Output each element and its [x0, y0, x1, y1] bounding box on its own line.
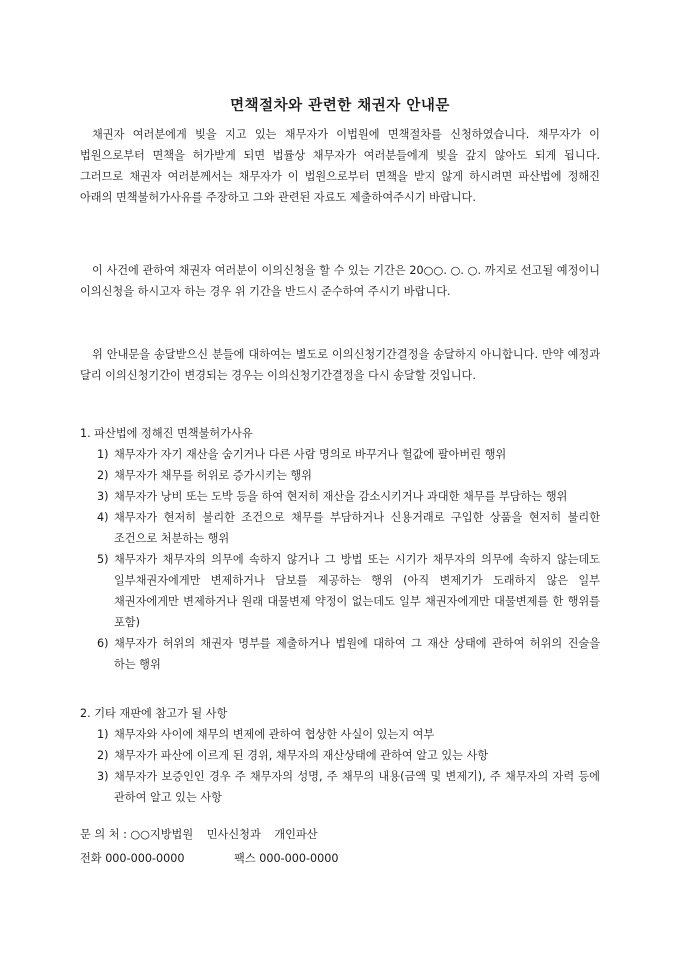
phone-label: 전화: [80, 852, 102, 865]
contact-block: [80, 823, 600, 871]
contact-label: 문 의 처 :: [80, 828, 127, 841]
item-text: 채무자가 채무를 허위로 증가시키는 행위: [114, 469, 312, 482]
department-name: 민사신청과: [206, 828, 261, 841]
item-text: 채무자가 보증인인 경우 주 채무자의 성명, 주 채무의 내용(금액 및 변제기), 주 채무자의 자력 등에 관하여 알고 있는 사항: [114, 770, 600, 804]
list-item: [80, 486, 600, 507]
list-item: [80, 724, 600, 745]
delivery-notice-text: 위 안내문을 송달받으신 분들에 대하여는 별도로 이의신청기간결정을 송달하지 아니합니다. 만약 예정과 달리 이의신청기간이 변경되는 경우는 이의신청기간결정을 다시 송달할 것입니다.: [80, 348, 600, 382]
list-item: [80, 633, 600, 675]
item-text: 채무자가 낭비 또는 도박 등을 하여 현저히 재산을 감소시키거나 과대한 채무를 부담하는 행위: [114, 490, 568, 503]
item-number: 4): [97, 511, 109, 524]
item-number: 3): [97, 770, 109, 783]
list-item: [80, 766, 600, 808]
list-item: [80, 465, 600, 486]
item-number: 5): [97, 553, 109, 566]
item-number: 1): [97, 728, 109, 741]
item-text: 채무자가 자기 재산을 숨기거나 다른 사람 명의로 바꾸거나 헐값에 팔아버린 행위: [114, 448, 507, 461]
item-number: 1): [97, 448, 109, 461]
item-text: 채무자가 허위의 채권자 명부를 제출하거나 법원에 대하여 그 재산 상태에 관하여 허위의 진술을 하는 행위: [114, 637, 600, 671]
section-heading: 2. 기타 재판에 참고가 될 사항: [80, 707, 228, 720]
list-item: [80, 745, 600, 766]
intro-paragraph: [80, 124, 600, 208]
phone-number: 000-000-0000: [105, 852, 185, 865]
contact-line: [80, 823, 600, 847]
disallowance-reasons-list: [80, 444, 600, 675]
team-name: 개인파산: [274, 828, 318, 841]
list-item: [80, 549, 600, 633]
phone-fax-line: [80, 847, 600, 871]
fax-number: 000-000-0000: [259, 852, 339, 865]
court-name: ○○지방법원: [130, 828, 194, 841]
item-text: 채무자와 사이에 채무의 변제에 관하여 협상한 사실이 있는지 여부: [114, 728, 435, 741]
item-text: 채무자가 채무자의 의무에 속하지 않거나 그 방법 또는 시기가 채무자의 의무에 속하지 않는데도 일부채권자에게만 변제하거나 담보를 제공하는 행위 (아직 변제기가 도래하지 않은 일부 채권자에게만 변제하거나 원래 대물변제 약정이 없는데도 일부 채권자에게만 대물변제를 한 행위를 포함): [114, 553, 600, 629]
list-item: [80, 444, 600, 465]
objection-period-text: 이 사건에 관하여 채권자 여러분이 이의신청을 할 수 있는 기간은 20○○. ○. ○. 까지로 선고될 예정이니 이의신청을 하시고자 하는 경우 위 기간을 반드시 준수하여 주시기 바랍니다.: [80, 264, 600, 298]
fax-label: 팩스: [234, 852, 256, 865]
intro-paragraph-text: 채권자 여러분에게 빚을 지고 있는 채무자가 이법원에 면책절차를 신청하였습니다. 채무자가 이 법원으로부터 면책을 허가받게 되면 법률상 채무자가 여러분들에게 빚을 갚지 않아도 되게 됩니다. 그러므로 채권자 여러분께서는 채무자가 이 법원으로부터 면책을 받지 않게 하시려면 파산법에 정해진 아래의 면책불허가사유를 주장하고 그와 관련된 자료도 제출하여주시기 바랍니다.: [80, 128, 600, 204]
item-number: 3): [97, 490, 109, 503]
item-text: 채무자가 현저히 불리한 조건으로 채무를 부담하거나 신용거래로 구입한 상품을 현저히 불리한 조건으로 처분하는 행위: [114, 511, 600, 545]
document-title: 면책절차와 관련한 채권자 안내문: [230, 98, 450, 114]
disallowance-reasons-section: [80, 423, 600, 675]
section-heading: 1. 파산법에 정해진 면책불허가사유: [80, 427, 253, 440]
item-number: 2): [97, 469, 109, 482]
other-matters-list: [80, 724, 600, 808]
item-text: 채무자가 파산에 이르게 된 경위, 채무자의 재산상태에 관하여 알고 있는 사항: [114, 749, 489, 762]
item-number: 2): [97, 749, 109, 762]
other-matters-section: [80, 703, 600, 808]
list-item: [80, 507, 600, 549]
objection-period-paragraph: [80, 260, 600, 302]
delivery-notice-paragraph: [80, 344, 600, 386]
item-number: 6): [97, 637, 109, 650]
